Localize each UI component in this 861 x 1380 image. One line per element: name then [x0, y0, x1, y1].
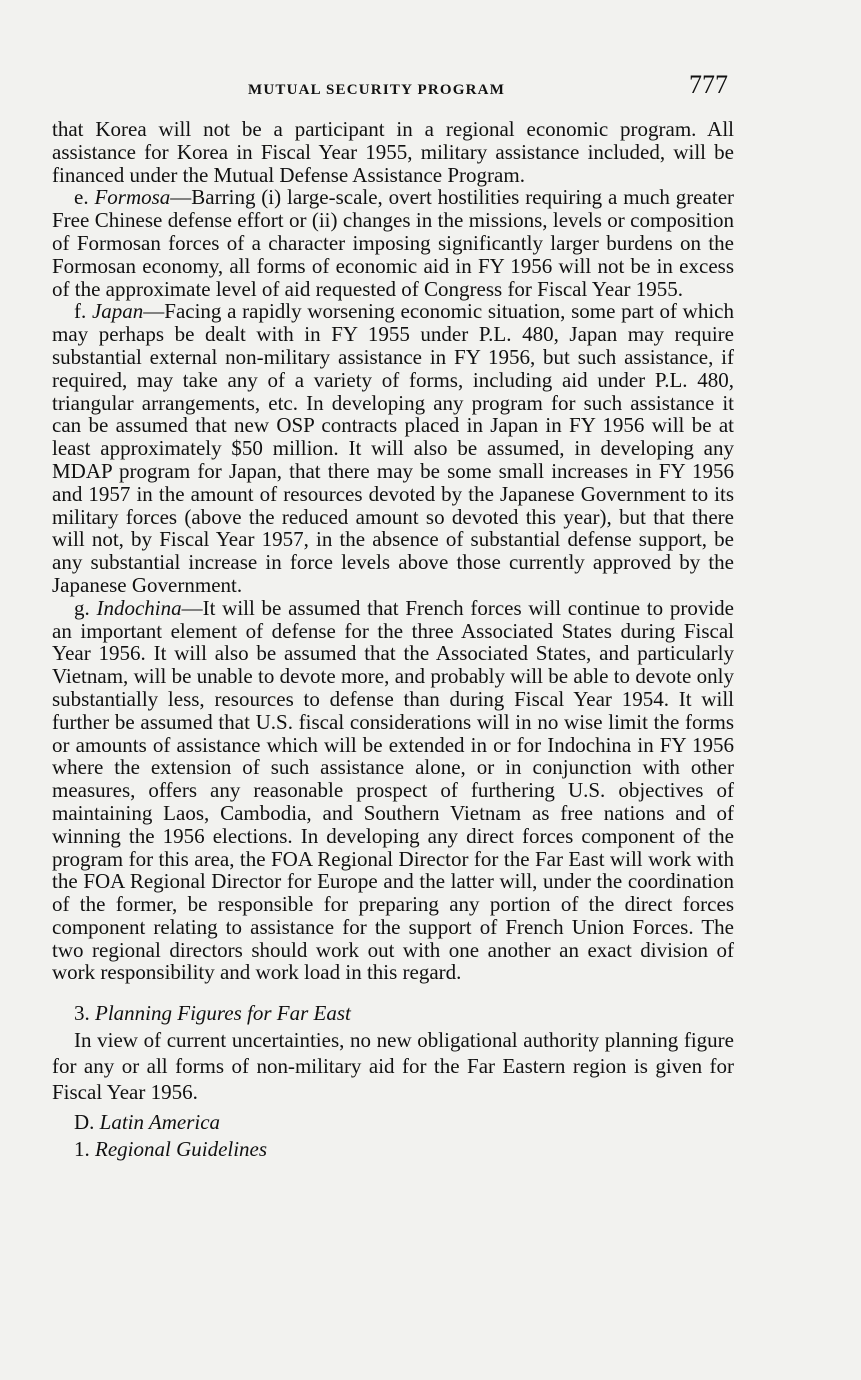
section-number: 1. — [74, 1137, 90, 1162]
paragraph-label: e. — [74, 185, 89, 210]
paragraph-text: —It will be assumed that French forces will continue to provide an important element of defense for the three Associated States during Fiscal Year 1956. It will also be assumed that the Associated States, and particularly Vietnam, will be unable to devote more, and probably will be able to devote only substantially less, resources to defense than during Fiscal Year 1954. It will further be assumed that U.S. fiscal considerations will in no wise limit the forms or amounts of assistance which will be extended in or for Indochina in FY 1956 where the extension of such assistance alone, or in conjunction with other measures, offers any reasonable prospect of furthering U.S. objectives of maintaining Laos, Cambodia, and Southern Vietnam as free nations and of winning the 1956 elections. In developing any direct forces component of the program for this area, the FOA Regional Director for the Far East will work with the FOA Regional Director for Europe and the latter will, under the coordination of the former, be responsible for preparing any portion of the direct forces component relating to assistance for the support of French Union Forces. The two regional directors should work out with one another an exact division of work responsibility and work load in this regard. — [52, 595, 734, 985]
section-letter: D. — [74, 1110, 95, 1135]
paragraph-label: g. — [74, 595, 90, 620]
page-body — [52, 118, 734, 1163]
paragraph-text: —Barring (i) large-scale, overt hostilities requiring a much greater Free Chinese defense effort or (ii) changes in the missions, levels or composition of Formosan forces of a character imposing significantly larger burdens on the Formosan economy, all forms of economic aid in FY 1956 will not be in excess of the approximate level of aid requested of Congress for Fiscal Year 1955. — [52, 185, 735, 301]
section-heading-1 — [52, 1136, 734, 1163]
section-number: 3. — [74, 1001, 90, 1026]
page-header — [52, 70, 732, 104]
section-spacer — [52, 984, 734, 1000]
page-number: 777 — [689, 70, 728, 99]
paragraph-text: —Facing a rapidly worsening economic situation, some part of which may perhaps be dealt with in FY 1955 under P.L. 480, Japan may require substantial external non-military assistance in FY 1956, but such assistance, if required, may take any of a variety of forms, including aid under P.L. 480, triangular arrangements, etc. In developing any program for such assistance it can be assumed that new OSP contracts placed in Japan in FY 1956 will be at least approximately $50 million. It will also be assumed, in developing any MDAP program for Japan, that there may be some small increases in FY 1956 and 1957 in the amount of resources devoted by the Japanese Government to its military forces (above the reduced amount so devoted this year), but that there will not, by Fiscal Year 1957, in the absence of substantial defense support, be any substantial increase in force levels above those currently approved by the Japanese Government. — [52, 299, 735, 597]
section-title: Planning Figures for Far East — [95, 1001, 351, 1026]
paragraph-formosa — [52, 186, 734, 300]
section-heading-d — [52, 1109, 734, 1136]
paragraph-indochina — [52, 597, 734, 985]
section-3-text: In view of current uncertainties, no new obligational authority planning figure for any or all forms of non-military aid for the Far Eastern region is given for Fiscal Year 1956. — [52, 1028, 734, 1105]
paragraph-korea: that Korea will not be a participant in a regional economic program. All assistance for Korea in Fiscal Year 1955, military assistance included, will be financed under the Mutual Defense Assistance Program. — [52, 117, 734, 187]
section-title: Latin America — [99, 1110, 221, 1135]
running-title: MUTUAL SECURITY PROGRAM — [248, 82, 506, 98]
paragraph-label: f. — [74, 299, 87, 324]
section-heading-3 — [52, 1000, 734, 1027]
section-title: Regional Guidelines — [95, 1137, 268, 1162]
paragraph-japan — [52, 300, 734, 596]
paragraph-title: Indochina — [96, 595, 182, 620]
paragraph-title: Japan — [91, 299, 144, 324]
paragraph-title: Formosa — [94, 185, 171, 210]
